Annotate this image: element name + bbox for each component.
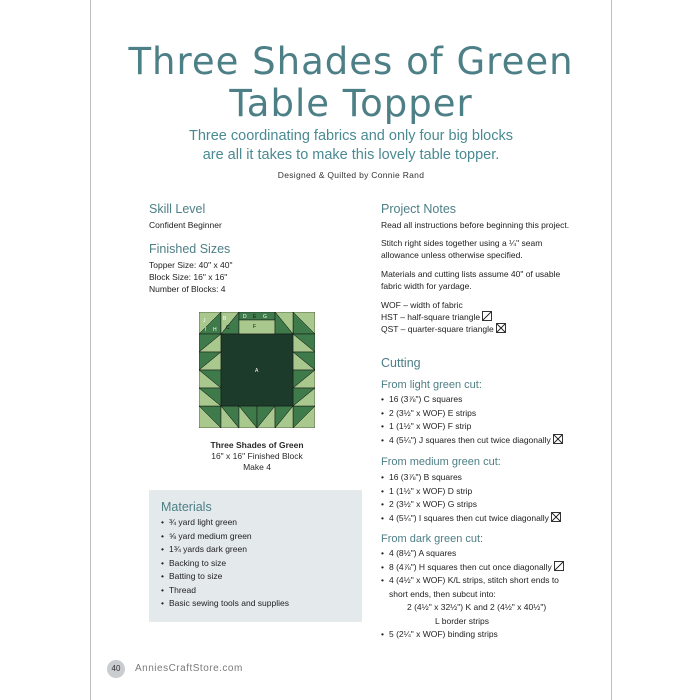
block-size: Block Size: 16" x 16" xyxy=(149,272,228,282)
cut-item: • 1 (1½" x WOF) F strip xyxy=(381,420,563,434)
light-green-cut-list xyxy=(381,393,563,447)
notes-p2-line-1: Stitch right sides together using a ¼" seam xyxy=(381,238,543,248)
block-count: Number of Blocks: 4 xyxy=(149,284,226,294)
right-border-units xyxy=(293,334,315,406)
quilt-block-diagram xyxy=(199,312,315,428)
cut-item: • 2 (3½" x WOF) E strips xyxy=(381,407,563,421)
cut-item: • 4 (4½" x WOF) K/L strips, stitch short ends to xyxy=(381,574,564,588)
block-label-h: H xyxy=(213,327,217,333)
left-border-units xyxy=(199,334,221,406)
material-item: • ⅝ yard medium green xyxy=(161,530,289,544)
block-label-b: B xyxy=(223,316,227,322)
dark-green-cut-list xyxy=(381,547,564,642)
notes-paragraph-1: Read all instructions before beginning this project. xyxy=(381,220,570,230)
topper-size: Topper Size: 40" x 40" xyxy=(149,260,233,270)
cutting-heading: Cutting xyxy=(381,356,421,370)
bottom-border-units xyxy=(221,406,293,428)
cut-item: • 16 (3⅞") B squares xyxy=(381,471,561,485)
materials-heading: Materials xyxy=(161,500,212,514)
cut-item-row xyxy=(381,434,563,448)
cut-item: • 16 (3⅞") C squares xyxy=(381,393,563,407)
finished-sizes-list xyxy=(149,259,233,295)
abbreviations-list xyxy=(381,299,506,335)
material-item: • Backing to size xyxy=(161,557,289,571)
quarter-square-triangle-icon xyxy=(553,434,563,444)
dark-green-heading: From dark green cut: xyxy=(381,533,484,545)
designer-credit: Designed & Quilted by Connie Rand xyxy=(277,170,425,180)
abbr-wof: WOF – width of fabric xyxy=(381,300,463,310)
abbr-qst: QST – quarter-square triangle xyxy=(381,324,494,334)
notes-p2-line-2: allowance unless otherwise specified. xyxy=(381,250,523,260)
subtitle-line-1: Three coordinating fabrics and only four big blocks xyxy=(188,128,513,144)
quarter-square-triangle-icon xyxy=(496,323,506,333)
page-title-line-2: Table Topper xyxy=(229,82,473,125)
cut-item: • 2 (3½" x WOF) G strips xyxy=(381,498,561,512)
block-label-a: A xyxy=(255,368,259,374)
cut-item: 4 (5¼") I squares then cut twice diagonally xyxy=(388,512,549,523)
block-label-j: J xyxy=(203,318,206,324)
notes-paragraph-2 xyxy=(381,237,542,261)
materials-list xyxy=(161,516,289,611)
medium-green-cut-list xyxy=(381,471,561,525)
half-square-triangle-icon xyxy=(554,561,564,571)
cut-item-continued: L border strips xyxy=(435,615,490,626)
page-number: 40 xyxy=(107,660,125,678)
cut-item-continued: short ends, then subcut into: xyxy=(389,588,496,599)
light-green-heading: From light green cut: xyxy=(381,379,482,391)
finished-sizes-heading: Finished Sizes xyxy=(149,242,231,256)
block-caption-size: 16" x 16" Finished Block xyxy=(211,451,303,461)
cut-item: 8 (4⅞") H squares then cut once diagonally xyxy=(388,561,552,572)
skill-level-value: Confident Beginner xyxy=(149,220,222,230)
material-item: • 1¾ yards dark green xyxy=(161,543,289,557)
abbr-qst-row xyxy=(381,323,506,335)
page-title-line-1: Three Shades of Green xyxy=(128,40,574,83)
block-caption-count: Make 4 xyxy=(243,462,271,472)
footer-website: AnniesCraftStore.com xyxy=(135,663,243,674)
block-label-g: G xyxy=(263,314,267,320)
project-notes-heading: Project Notes xyxy=(381,202,457,216)
block-caption xyxy=(191,440,323,473)
block-label-c: C xyxy=(226,325,230,331)
cut-item: • 4 (8½") A squares xyxy=(381,547,564,561)
block-label-e: E xyxy=(253,314,257,320)
pattern-page xyxy=(90,0,612,700)
cut-item: • 5 (2¼" x WOF) binding strips xyxy=(381,628,564,642)
half-square-triangle-icon xyxy=(482,311,492,321)
cut-item-row xyxy=(381,561,564,575)
quarter-square-triangle-icon xyxy=(551,512,561,522)
block-label-i: I xyxy=(205,327,207,333)
medium-green-heading: From medium green cut: xyxy=(381,456,501,468)
block-caption-title: Three Shades of Green xyxy=(210,440,304,450)
top-border-units xyxy=(221,312,293,334)
notes-paragraph-3 xyxy=(381,268,560,292)
cut-item: 4 (5¼") J squares then cut twice diagonally xyxy=(388,434,551,445)
notes-p3-line-1: Materials and cutting lists assume 40" of usable xyxy=(381,269,561,279)
cut-item-row xyxy=(381,512,561,526)
material-item: • Thread xyxy=(161,584,289,598)
materials-box xyxy=(149,490,362,622)
material-item: • Batting to size xyxy=(161,570,289,584)
block-label-d: D xyxy=(243,314,247,320)
subtitle-line-2: are all it takes to make this lovely table topper. xyxy=(202,147,500,163)
block-label-f: F xyxy=(253,324,257,330)
abbr-hst: HST – half-square triangle xyxy=(381,312,481,322)
notes-p3-line-2: fabric width for yardage. xyxy=(381,281,472,291)
material-item: • ¾ yard light green xyxy=(161,516,289,530)
material-item: • Basic sewing tools and supplies xyxy=(161,597,289,611)
abbr-hst-row xyxy=(381,311,506,323)
cut-item: • 1 (1½" x WOF) D strip xyxy=(381,485,561,499)
cut-item-continued: 2 (4½" x 32½") K and 2 (4½" x 40½") xyxy=(407,602,547,612)
skill-level-heading: Skill Level xyxy=(149,202,206,216)
